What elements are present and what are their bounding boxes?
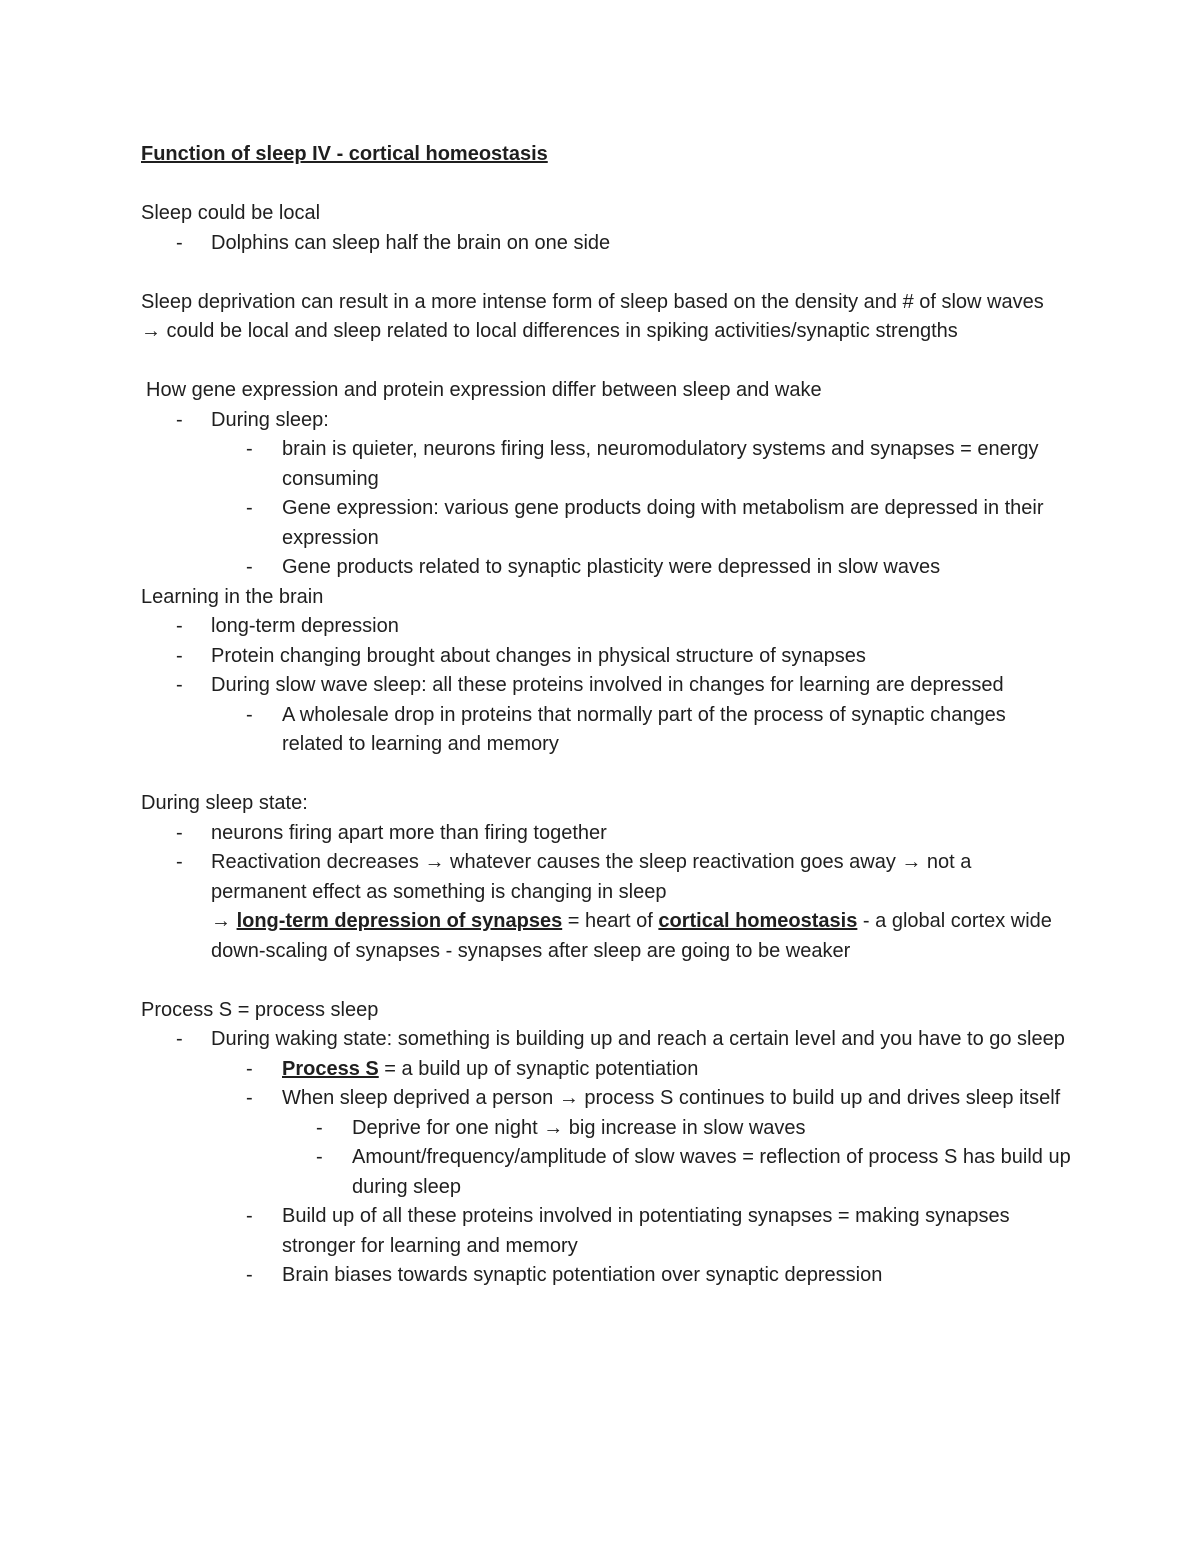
section-heading-sleep-state: During sleep state: — [141, 792, 308, 814]
bullet-dash: - — [246, 1087, 253, 1109]
document-page — [141, 140, 1071, 1291]
bullet-dash: - — [246, 1205, 253, 1227]
list-item: - Dolphins can sleep half the brain on one side — [141, 229, 1071, 259]
list-item: - Protein changing brought about changes in physical structure of synapses — [141, 642, 1071, 672]
list-item: - long-term depression — [141, 612, 1071, 642]
list-item: - Gene expression: various gene products doing with metabolism are depressed in their expression — [141, 494, 1071, 553]
list-item: - When sleep deprived a person → process S continues to build up and drives sleep itself — [141, 1084, 1071, 1114]
term-cortical-homeostasis: cortical homeostasis — [658, 910, 858, 932]
term-process-s: Process S — [282, 1057, 379, 1080]
section-heading-gene-expression: How gene expression and protein expression differ between sleep and wake — [146, 379, 822, 401]
bullet-dash: - — [176, 231, 183, 254]
bullet-dash: - — [176, 851, 183, 873]
spacer — [141, 760, 1071, 790]
bullet-dash: - — [246, 703, 253, 726]
gene-expression-list — [141, 406, 1071, 583]
bullet-dash: - — [176, 821, 183, 844]
bullet-dash: - — [246, 1057, 253, 1080]
paragraph-local-differences: → could be local and sleep related to local differences in spiking activities/synaptic strengths — [141, 320, 958, 342]
bullet-dash: - — [246, 1264, 253, 1286]
list-item: - During waking state: something is building up and reach a certain level and you have to go sleep — [141, 1025, 1071, 1055]
learning-list — [141, 612, 1071, 760]
list-item: - brain is quieter, neurons firing less, neuromodulatory systems and synapses = energy consuming — [141, 435, 1071, 494]
spacer — [141, 966, 1071, 996]
list-item: - Gene products related to synaptic plasticity were depressed in slow waves — [141, 553, 1071, 583]
paragraph-sleep-deprivation: Sleep deprivation can result in a more intense form of sleep based on the density and # of slow waves — [141, 290, 1044, 313]
spacer — [141, 170, 1071, 200]
section-heading-learning: Learning in the brain — [141, 585, 324, 608]
spacer — [141, 347, 1071, 377]
bullet-dash: - — [176, 1028, 183, 1050]
list-item: - Process S = a build up of synaptic potentiation — [141, 1055, 1071, 1085]
bullet-dash: - — [246, 438, 253, 460]
bullet-dash: - — [246, 497, 253, 519]
list-item: - During sleep: — [141, 406, 1071, 436]
bullet-dash: - — [176, 644, 183, 667]
document-title: Function of sleep IV - cortical homeostasis — [141, 143, 548, 165]
bullet-dash: - — [246, 556, 253, 578]
section-heading-process-s: Process S = process sleep — [141, 998, 379, 1021]
section-heading-local-sleep: Sleep could be local — [141, 202, 321, 224]
local-sleep-list — [141, 229, 1071, 259]
list-item: - Amount/frequency/amplitude of slow waves = reflection of process S has build up during sleep — [141, 1143, 1071, 1202]
list-item: - A wholesale drop in proteins that normally part of the process of synaptic changes related to learning and memory — [141, 701, 1071, 760]
spacer — [141, 258, 1071, 288]
list-item: - neurons firing apart more than firing together — [141, 819, 1071, 849]
list-item: - During slow wave sleep: all these proteins involved in changes for learning are depressed — [141, 671, 1071, 701]
list-item: - Brain biases towards synaptic potentiation over synaptic depression — [141, 1261, 1071, 1291]
process-s-list — [141, 1025, 1071, 1291]
list-item: - Reactivation decreases → whatever causes the sleep reactivation goes away → not a permanent effect as something is changing in sleep — [141, 848, 1071, 907]
bullet-dash: - — [176, 408, 183, 431]
bullet-dash: - — [316, 1116, 323, 1139]
list-item: - Build up of all these proteins involved in potentiating synapses = making synapses stronger for learning and memory — [141, 1202, 1071, 1261]
paragraph-cortical-homeostasis: → long-term depression of synapses = heart of cortical homeostasis - a global cortex wide down-scaling of synapses - synapses after sleep are going to be weaker — [211, 910, 1052, 962]
sleep-state-list — [141, 819, 1071, 908]
bullet-dash: - — [176, 674, 183, 696]
bullet-dash: - — [176, 615, 183, 637]
bullet-dash: - — [316, 1146, 323, 1168]
list-item: - Deprive for one night → big increase in slow waves — [141, 1114, 1071, 1144]
term-long-term-depression: long-term depression of synapses — [236, 910, 563, 932]
